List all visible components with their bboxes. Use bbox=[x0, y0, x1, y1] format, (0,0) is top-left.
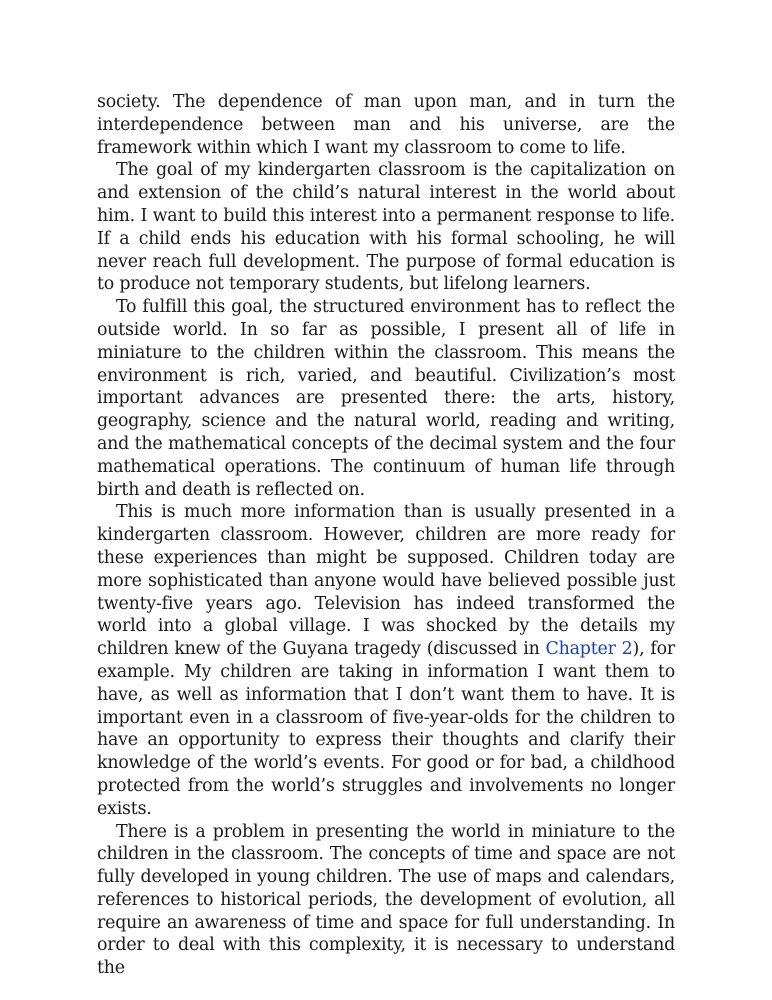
paragraph-text: There is a problem in presenting the world in miniature to the children in the classroom. The concepts of time and space are not fully developed in young children. The use of maps and calendars, references to historical periods, the development of evolution, all require an awareness of time and space for full understanding. In order to deal with this complexity, it is necessary to understand the bbox=[97, 821, 675, 979]
paragraph-text: This is much more information than is usually presented in a kindergarten classroom. However, children are more ready for these experiences than might be supposed. Children today are more sophisticated than anyone would have believed possible just twenty-five years ago. Television has indeed transformed the world into a global village. I was shocked by the details my children knew of the Guyana tragedy (discussed in bbox=[97, 502, 675, 660]
paragraph-information bbox=[97, 501, 675, 820]
page-body bbox=[97, 91, 675, 980]
paragraph-text: The goal of my kindergarten classroom is the capitalization on and extension of the child’s natural interest in the world about him. I want to build this interest into a permanent response to life. If a child ends his education with his formal schooling, he will never reach full development. The purpose of formal education is to produce not temporary students, but lifelong learners. bbox=[97, 160, 675, 295]
paragraph-text: society. The dependence of man upon man, and in turn the interdependence between man and his universe, are the framework within which I want my classroom to come to life. bbox=[97, 92, 675, 158]
paragraph-goal bbox=[97, 159, 675, 296]
paragraph-text: ), for example. My children are taking in information I want them to have, as well as information that I don’t want them to have. It is important even in a classroom of five-year-olds for the children to have an opportunity to express their thoughts and clarify their knowledge of the world’s events. For good or for bad, a childhood protected from the world’s struggles and involvements no longer exists. bbox=[97, 639, 675, 819]
paragraph-continuation bbox=[97, 91, 675, 159]
paragraph-text: To fulfill this goal, the structured environment has to reflect the outside world. In so far as possible, I present all of life in miniature to the children within the classroom. This means the environment is rich, varied, and beautiful. Civilization’s most important advances are presented there: the arts, history, geography, science and the natural world, reading and writing, and the mathematical concepts of the decimal system and the four mathematical operations. The continuum of human life through birth and death is reflected on. bbox=[97, 297, 675, 500]
paragraph-environment bbox=[97, 296, 675, 501]
paragraph-problem bbox=[97, 821, 675, 981]
chapter-2-link[interactable]: Chapter 2 bbox=[545, 639, 633, 660]
